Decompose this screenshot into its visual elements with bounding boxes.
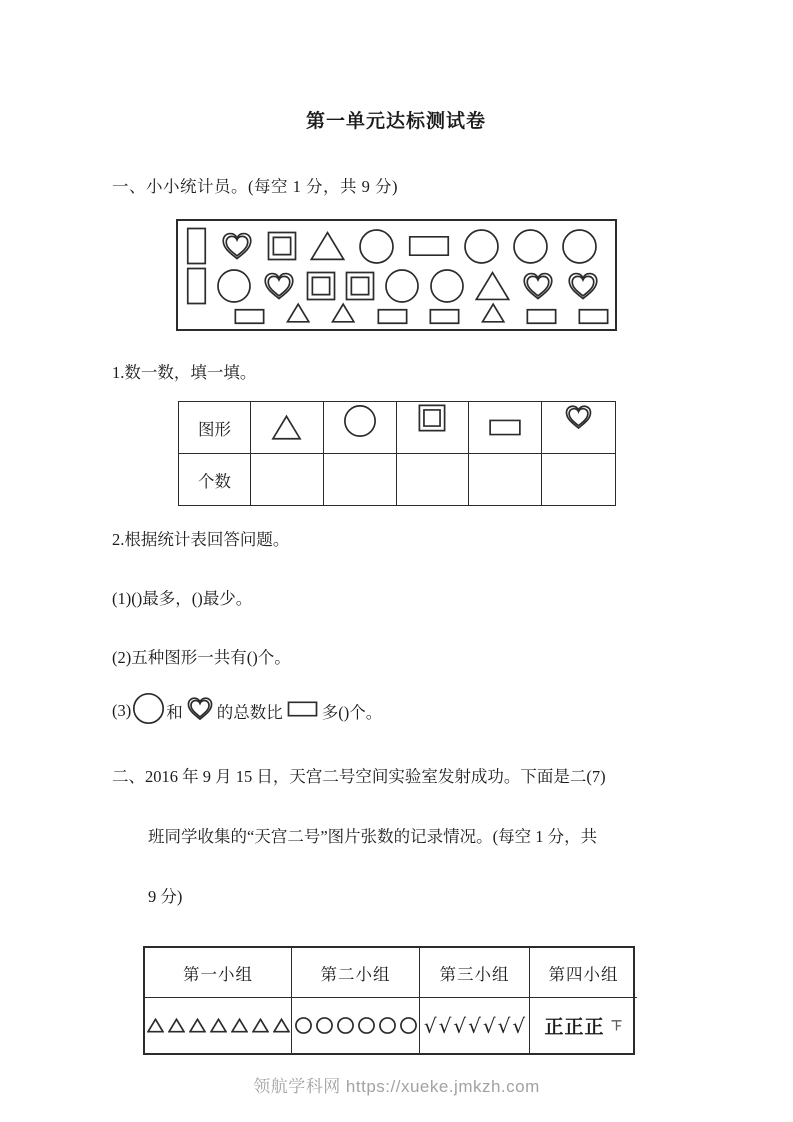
- shapes-row-3: [186, 306, 609, 327]
- circle-shape-icon: [358, 228, 395, 265]
- group2-header: 第二小组: [292, 948, 420, 998]
- q3-mid1-text: 和: [166, 703, 183, 722]
- group4-header: 第四小组: [530, 948, 637, 998]
- shapes-row-2: [186, 266, 609, 306]
- section2-line-2: 班同学收集的“天宫二号”图片张数的记录情况。(每空 1 分，共: [148, 827, 598, 846]
- count-table-rectangle-cell: [469, 402, 542, 454]
- circle-shape-icon: [316, 1017, 333, 1034]
- heart-shape-icon: [520, 271, 556, 302]
- count-table-header-count: 个数: [179, 454, 251, 505]
- count-table-square-cell: [397, 402, 470, 454]
- group1-tally-triangles: [145, 998, 292, 1053]
- heart-shape-icon: [563, 404, 594, 431]
- hrect-shape-icon: [234, 306, 265, 327]
- vrect-shape-icon: [186, 266, 207, 306]
- triangle-shape-icon: [474, 270, 511, 302]
- section1-heading: 一、小小统计员。(每空 1 分，共 9 分): [112, 177, 398, 196]
- circle-shape-icon: [216, 268, 252, 304]
- circle-shape-icon: [358, 1017, 375, 1034]
- q3-suffix-text: 多()个。: [321, 703, 383, 722]
- square-shape-icon: [418, 404, 446, 432]
- triangle-shape-icon: [271, 414, 302, 441]
- question2-item3: [112, 692, 680, 730]
- hrect-shape-icon: [486, 419, 524, 436]
- triangle-shape-icon: [168, 1018, 185, 1033]
- triangle-shape-icon: [231, 1018, 248, 1033]
- circle-shape-icon: [400, 1017, 417, 1034]
- hrect-shape-icon: [526, 306, 557, 327]
- section2-text: [112, 766, 680, 908]
- question2-item1: (1)()最多，()最少。: [112, 589, 253, 608]
- circle-shape-icon: [343, 404, 377, 438]
- count-answer-cell-5: [542, 454, 615, 505]
- checkmark-tally: √: [512, 1013, 526, 1038]
- group-record-table: [143, 946, 635, 1055]
- q3-rectangle-slot: [283, 701, 322, 722]
- group3-header: 第三小组: [420, 948, 530, 998]
- q3-circle-slot: [131, 692, 166, 730]
- circle-shape-icon: [512, 228, 549, 265]
- shapes-collection-box: [176, 219, 617, 331]
- circle-shape-icon: [132, 692, 165, 725]
- heart-shape-icon: [565, 271, 601, 302]
- count-table-circle-cell: [324, 402, 397, 454]
- circle-shape-icon: [295, 1017, 312, 1034]
- count-answer-cell-2: [324, 454, 397, 505]
- checkmark-tally: √: [423, 1013, 437, 1038]
- question2-label: 2.根据统计表回答问题。: [112, 530, 290, 549]
- group3-tally-checkmarks: [420, 998, 530, 1053]
- checkmark-tally: √: [438, 1013, 452, 1038]
- group1-header: 第一小组: [145, 948, 292, 998]
- footer-watermark: 领航学科网 https://xueke.jmkzh.com: [253, 1077, 540, 1096]
- checkmark-tally: √: [497, 1013, 511, 1038]
- heart-shape-icon: [219, 231, 255, 262]
- group2-tally-circles: [292, 998, 420, 1053]
- checkmark-tally: √: [453, 1013, 467, 1038]
- count-table-header-shape: 图形: [179, 402, 251, 454]
- triangle-shape-icon: [273, 1018, 290, 1033]
- circle-shape-icon: [561, 228, 598, 265]
- vrect-shape-icon: [186, 226, 207, 266]
- circle-shape-icon: [429, 268, 465, 304]
- checkmark-tally: √: [468, 1013, 481, 1038]
- triangle-shape-icon: [147, 1018, 164, 1033]
- circle-shape-icon: [384, 268, 420, 304]
- triangle-shape-icon: [252, 1018, 269, 1033]
- heart-shape-icon: [261, 271, 297, 302]
- question2-item2: (2)五种图形一共有()个。: [112, 648, 291, 667]
- hrect-shape-icon: [407, 235, 451, 257]
- count-answer-cell-1: [251, 454, 324, 505]
- q3-heart-slot: [183, 696, 217, 727]
- group4-tally-zheng: [530, 998, 637, 1053]
- circle-shape-icon: [379, 1017, 396, 1034]
- square-shape-icon: [345, 271, 375, 301]
- square-shape-icon: [267, 231, 297, 261]
- count-table-heart-cell: [542, 402, 615, 454]
- count-table-triangle-cell: [251, 402, 324, 454]
- q3-mid2-text: 的总数比: [216, 703, 283, 722]
- zheng-tally-marks: 正正正: [544, 1017, 605, 1038]
- page-title: 第一单元达标测试卷: [305, 111, 486, 132]
- triangle-shape-icon: [189, 1018, 206, 1033]
- section2-line-1: 二、2016 年 9 月 15 日，天宫二号空间实验室发射成功。下面是二(7): [112, 767, 606, 786]
- shapes-row-1: [186, 226, 609, 266]
- checkmark-tally: √: [482, 1013, 496, 1038]
- hrect-shape-icon: [578, 306, 609, 327]
- count-answer-cell-3: [397, 454, 470, 505]
- triangle-shape-icon: [210, 1018, 227, 1033]
- triangle-shape-icon: [481, 299, 505, 327]
- section2-line-3: 9 分): [148, 887, 183, 906]
- triangle-shape-icon: [331, 299, 355, 327]
- square-shape-icon: [306, 271, 336, 301]
- hrect-shape-icon: [285, 701, 320, 717]
- circle-shape-icon: [337, 1017, 354, 1034]
- triangle-shape-icon: [309, 230, 346, 262]
- hrect-shape-icon: [429, 306, 460, 327]
- circle-shape-icon: [463, 228, 500, 265]
- q3-prefix-text: (3): [112, 701, 132, 720]
- count-table: [178, 401, 616, 506]
- hrect-shape-icon: [377, 306, 408, 327]
- count-answer-cell-4: [469, 454, 542, 505]
- heart-shape-icon: [185, 696, 215, 722]
- triangle-shape-icon: [286, 299, 310, 327]
- partial-zheng-tally-icon: [610, 1018, 623, 1033]
- question1-label: 1.数一数，填一填。: [112, 363, 257, 382]
